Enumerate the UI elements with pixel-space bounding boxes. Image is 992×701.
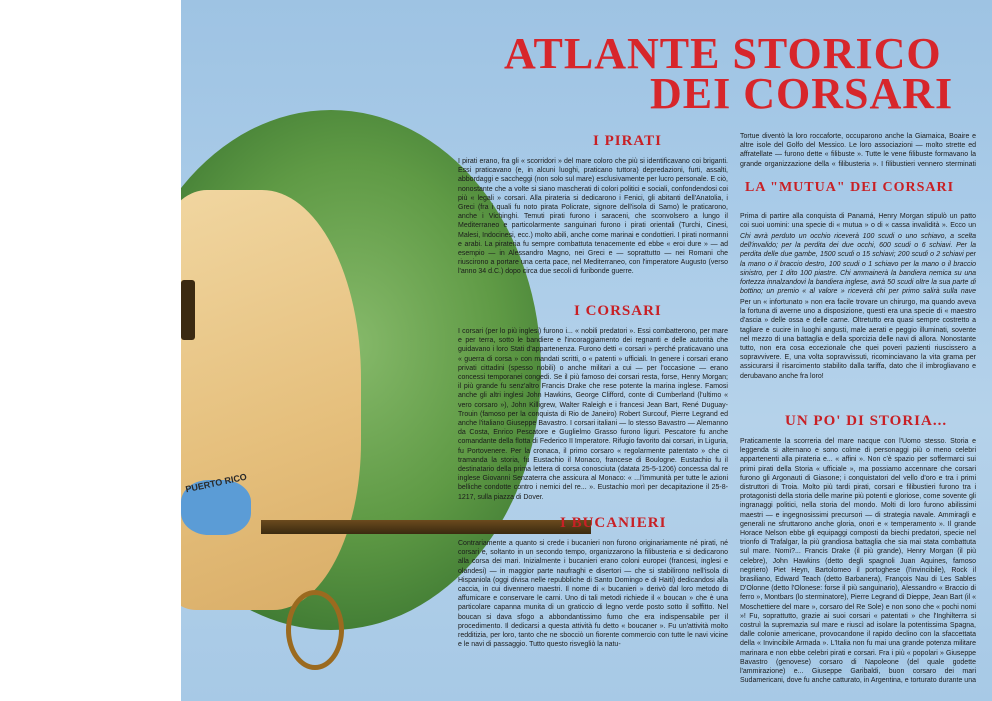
main-title-line1: ATLANTE STORICO — [504, 29, 942, 78]
section-text-mutua: Per un « infortunato » non era facile trovare un chirurgo, ma quando aveva la fortuna di averne uno a disposizione, questi era una specie di « maestro d'ascia » delle ossa e delle carne. Oltretutto era quasi sempre costretto a tagliare e cucire in luoghi angusti, male aerati e peggio illuminati, sovente nel mezzo di una battaglia e della sporcizia delle navi di allora. Nonostante tutto, non era cosa eccezionale che quei poveri pazienti riuscissero a sopravvivere. E, una volta sopravvissuti, ricominciavano la vita grama per assicurarsi il risarcimento stabilito dalla tariffa, dato che il imbrogliavano e derubavano anche fra loro! — [740, 299, 976, 380]
section-text-corsari: I corsari (per lo più inglesi) furono i... « nobili predatori ». Essi combatterono, per mare e per terra, sotto le bandiere e l'incoraggiamento dei regnanti e delle autorità che guidavano i loro Stati d'appartenenza. Furono detti « corsari » perché praticavano una « guerra di corsa » con mandati scritti, o « patenti » ufficiali. In genere i corsari erano privati cittadini (spesso nobili) o anche militari a cui — per l'occasione — erano concessi temporanei congedi. Se il più famoso dei corsari resta, forse, Henry Morgan; il più grande fu senz'altro Francis Drake che rese potente la marina inglese. Famosi anche gli altri inglesi John Hawkins, George Clifford, conte di Cumberland (l'ultimo « vero corsaro »), John Killigrew, Walter Raleigh e i francesi Jean Bart, René Duguay-Trouin (famoso per la conquista di Rio de Janeiro) Robert Surcouf, Pierre Legrand ed anche l'italiano Giuseppe Bavastro. I corsari italiani — lo stesso Bavastro — Alemanno da Costa, Enrico Pescatore e Guglielmo Grasso furono liguri. Pescatore fu anche comandante della flotta di Federico II Imperatore. Rifugio favorito dai corsari, in Liguria, fu Portovenere. Per la cronaca, il primo corsaro « regolarmente patentato » che ci tramanda la storia, fu Eustachio il Monaco, francese di Boulogne. Eustachio fu il destinatario della prima lettera di corsa conosciuta (datata 25-5-1206) concessa dal re inglese Giovanni Senzaterra che assicura al Monaco: « ...l'immunità per tutte le azioni belliche condotte contro i nemici del re... ». Eustachio morì per decapitazione il 25-8-1217, sulla piazza di Dover. — [458, 328, 728, 501]
map-label: PUERTO RICO — [184, 471, 248, 495]
section-heading-pirati: I PIRATI — [593, 133, 662, 149]
section-text-storia: Praticamente la scorreria del mare nacque con l'Uomo stesso. Storia e leggenda si alternano e sono colme di personaggi più o meno celebri appartenenti alla pirateria e... « affini ». Non c'è spazio per soffermarci sui primi pirati della Storia « ufficiale », ma possiamo accennare che corsari furono gli Argonauti di Giasone; i conquistatori del vello d'oro e tra i primi distruttori di Troia. Molto più tardi pirati, corsari e filibustieri furono tra i protagonisti della storia delle marine più potenti e gloriose, come sovente gli ingranaggi politici, nella storia del mondo. Molti di loro furono abilissimi maestri — e ingegnosissimi precursori — di strategia navale. Ammiragli e generali ne sfruttarono anche gloria, onori e « temperamento ». Il grande Horace Nelson ebbe gli equipaggi composti da biechi predatori, specie nel trionfo di Trafalgar, la più grandiosa battaglia che sia mai stata combattuta sul mare. Nomi?... Francis Drake (il più grande), Henry Morgan (il più celebre), John Hawkins (detto degli spagnoli Juan Aquines, famoso negriero) Piet Heyn, Bartolomeo il portoghese (l'invincibile), Rock il brasiliano, Edward Teach (detto Barbanera), François Nau di Les Sables D'Olonne (detto l'Olonese: forse il più sanguinario), Alessandro « Braccio di ferro », Montbars (lo sterminatore), Pierre Legrand di Dieppe, Jean Bart (il « Moschettiere del mare », corsaro del Re Sole) e non sono che « pochi nomi »! Fu, soprattutto, grazie ai suoi corsari « patentati » che l'Inghilterra si costruì la supremazia sul mare e riuscì ad isolare la potentissima Spagna, dalle colonie americane, provocandone il rapido declino con la sfaccettata della « Invincibile Armada ». L'Italia non fu mai una grande potenza militare marinara e non ebbe celebri pirati e corsari. Fra i più « popolari » Giuseppe Bavastro (genovese) corsaro di Napoleone (del quale godette l'ammirazione) e... Giuseppe Garibaldi, buon corsaro dei mari Sudamericani, dove fu anche catturato, in Argentina, e torturato durante una — [740, 438, 976, 685]
section-text-continuation: Tortue diventò la loro roccaforte, occuparono anche la Giamaica, Boaire e altre isole del Golfo del Messico. Le loro associazioni — molto strette ed affratellate — furono dette « filibuste ». Tutte le vene filibuste formavano la grande organizzazione della « filibusteria ». I filibustieri vennero sterminati — [740, 133, 976, 168]
section-heading-bucanieri: I BUCANIERI — [560, 515, 667, 531]
section-intro-mutua: Prima di partire alla conquista di Panamá, Henry Morgan stipulò un patto coi suoi uomini: una specie di « mutua » o di « cassa invalidità ». Ecco un — [740, 213, 976, 230]
continent-illustration — [181, 190, 361, 610]
section-tariff-mutua: Chi avrà perduto un occhio riceverà 100 scudi o uno schiavo, a scelta dell'invalido; per la perdita dei due occhi, 600 scudi o 6 schiavi. Per la perdita delle due gambe, 1500 scudi o 15 schiavi; 200 scudi o 2 schiavi per la mano o il braccio destro, 100 scudi o 1 schiavo per la mano o il braccio sinistro, per 1 dito 100 piastre. Chi ammainerà la bandiera nemica su una fortezza innalzandovi la bandiera inglese, avrà 50 scudi oltre la sua parte di bottino; un premio « al valore » riceverà chi per primo salirà sulla nave — [740, 233, 976, 296]
compass-needle-illustration — [181, 280, 195, 340]
brass-ring-illustration — [286, 590, 344, 670]
section-heading-mutua: LA "MUTUA" DEI CORSARI — [745, 180, 955, 195]
section-heading-storia: UN PO' DI STORIA... — [785, 413, 948, 429]
section-text-bucanieri: Contrariamente a quanto si crede i bucanieri non furono originariamente né pirati, né corsari e, soltanto in un secondo tempo, organizzarono la filibusteria e si dedicarono alla corsa dei mari. Inizialmente i bucanieri erano coloni europei (francesi, inglesi e olandesi) — in maggior parte naufraghi e disertori — che si stabilirono nell'isola di Hispaniola (oggi divisa nelle repubbliche di Santo Domingo e di Haiti) dedicandosi alla caccia, in cui divennero maestri. Il nome di « bucanieri » derivò dal loro metodo di affumicare e conservare le carni. Uno di tali metodi richiede il « boucan » che è una particolare capanna munita di un graticcio di legno verde posto sotto il soffitto. Nel boucan si dava sfogo a abbondantissimo fumo che era indispensabile per il procedimento. Il dedicarsi a questa attività fu detto « boucaner ». Fu un'attività molto redditizia, per loro, tanto che ne sbocciò un fiorente commercio con tutte le navi vicine e le navi di passaggio. Tutto questo risvegliò la natu- — [458, 540, 728, 649]
main-title-line2: DEI CORSARI — [650, 69, 954, 118]
section-text-pirati: I pirati erano, fra gli « scorridori » del mare coloro che più si identificavano coi briganti. Essi praticavano (e, in alcuni luoghi, praticano tuttora) depredazioni, furti, assalti, abbordaggi e saccheggi (non solo sul mare) esclusivamente per lucro personale. E ciò, nonostante che a volte si siano mascherati di colori politici e sociali, confondendosi coi più « legali » corsari. Alla pirateria si dedicarono i Fenici, gli abitanti dell'Anatolia, i Greci (fra i quali fu noto pirata Policrate, signore dell'isola di Samo) le praticarono, anche i Vichinghi. Temuti pirati furono i saraceni, che sconvolsero a lungo il Mediterraneo e particolarmente sanguinari furono i pirati orientali (Turchi, Cinesi, Malesi, Indocinesi, ecc.) molto abili, anche come marinai e condottieri. I pirati normanni e arabi. La pirateria fu sempre combattuta tenacemente ed ebbe « eroi dure » — ad esempio — in Alessandro Magno, nei Greci e — soprattutto — nei Romani che riuscirono a portare una certa pace, nel Mediterraneo, con l'imperatore Augusto (verso l'anno 34 d.C.) dopo circa due secoli di furibonde guerre. — [458, 158, 728, 276]
section-heading-corsari: I CORSARI — [574, 303, 662, 319]
wooden-shelf-illustration — [261, 520, 591, 534]
